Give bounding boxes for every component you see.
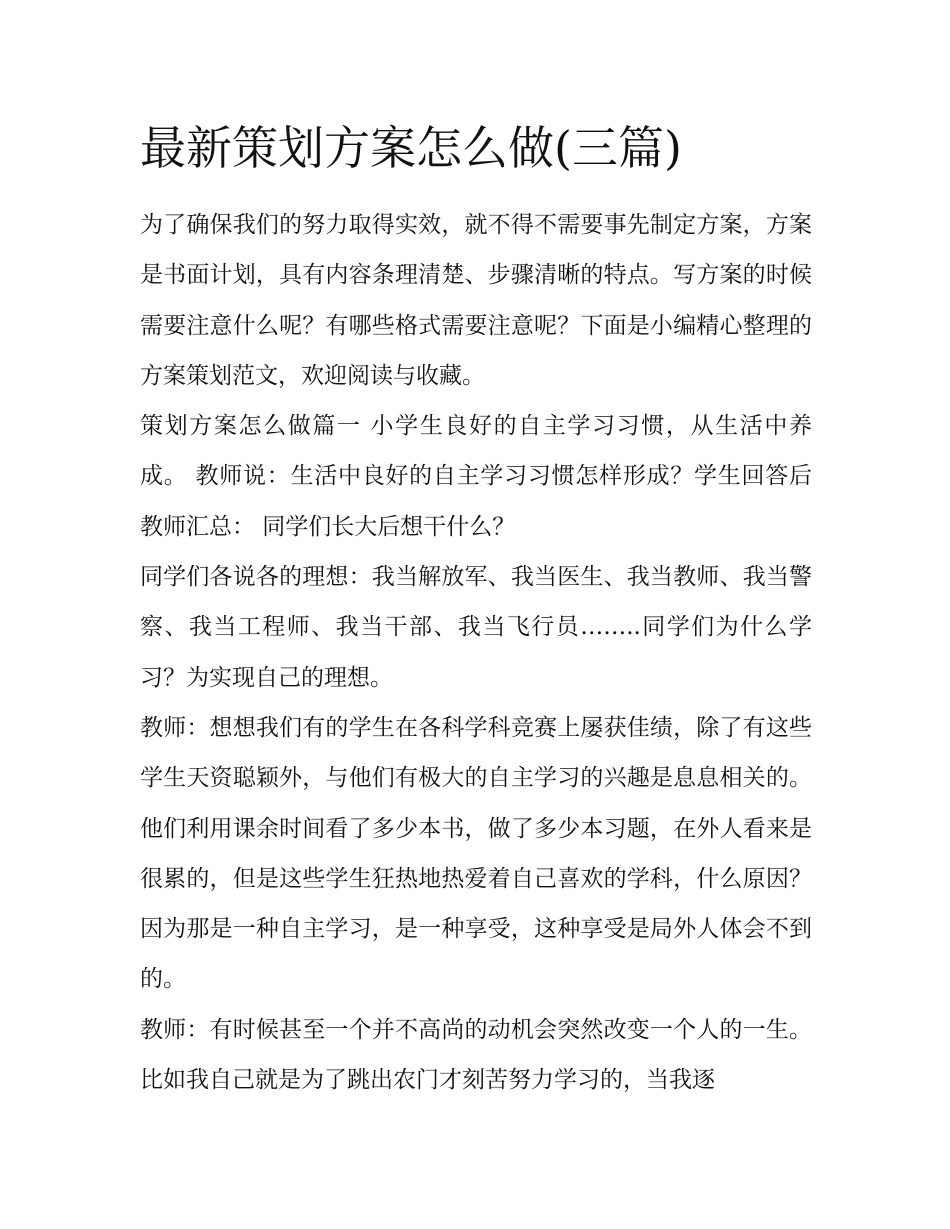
paragraph-ideals: 同学们各说各的理想：我当解放军、我当医生、我当教师、我当警察、我当工程师、我当干部、我当飞行员……..同学们为什么学习？为实现自己的理想。 (140, 564, 812, 691)
paragraph-teacher-motivation: 教师：有时候甚至一个并不高尚的动机会突然改变一个人的一生。比如我自己就是为了跳出农门才刻苦努力学习的，当我逐 (140, 1016, 812, 1094)
paragraph-teacher-interest: 教师：想想我们有的学生在各科学科竞赛上屡获佳绩，除了有这些学生天资聪颖外，与他们有极大的自主学习的兴趣是息息相关的。他们利用课余时间看了多少本书，做了多少本习题，在外人看来是很累的，但是这些学生狂热地热爱着自己喜欢的学科，什么原因？因为那是一种自主学习，是一种享受，这种享受是局外人体会不到的。 (140, 714, 812, 993)
document-title: 最新策划方案怎么做(三篇) (140, 121, 682, 175)
document-body (140, 200, 812, 1105)
paragraph-part-one: 策划方案怎么做篇一 小学生良好的自主学习习惯，从生活中养成。 教师说：生活中良好的自主学习习惯怎样形成？学生回答后教师汇总： 同学们长大后想干什么？ (140, 413, 812, 540)
paragraph-intro: 为了确保我们的努力取得实效，就不得不需要事先制定方案，方案是书面计划，具有内容条理清楚、步骤清晰的特点。写方案的时候需要注意什么呢？有哪些格式需要注意呢？下面是小编精心整理的方案策划范文，欢迎阅读与收藏。 (140, 212, 812, 389)
